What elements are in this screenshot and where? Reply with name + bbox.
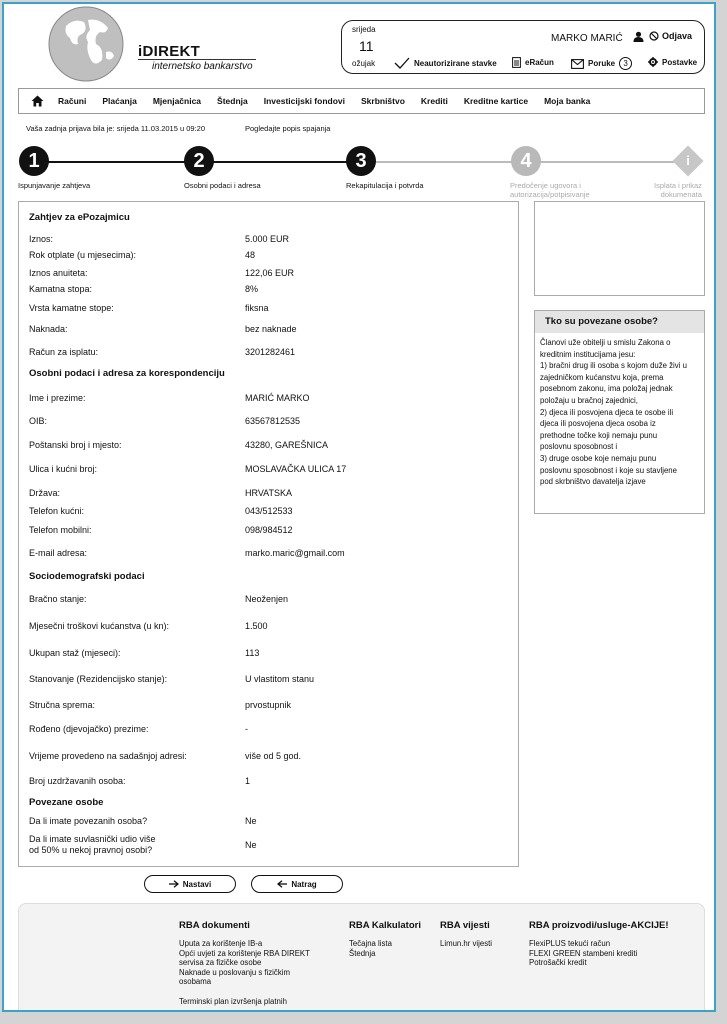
field-label: Naknada: <box>29 324 68 334</box>
step-info-label-line1: Isplata i prikaz <box>654 181 702 190</box>
footer-column-title: RBA vijesti <box>440 920 490 931</box>
field-value: Ne <box>245 840 257 850</box>
related-persons-info <box>534 310 705 514</box>
application-summary <box>18 201 519 867</box>
step-info-label <box>654 181 702 199</box>
field-value: - <box>245 724 248 734</box>
logout-button[interactable] <box>649 31 692 41</box>
field-label: Broj uzdržavanih osoba: <box>29 776 126 786</box>
footer-link[interactable]: FLEXI GREEN stambeni krediti <box>529 948 638 958</box>
info-line: Članovi uže obitelji u smislu Zakona o <box>540 338 671 347</box>
footer-column-title: RBA Kalkulatori <box>349 920 421 931</box>
arrow-right-icon <box>169 880 179 888</box>
info-line: prethodne točke koji nemaju punu <box>540 430 658 440</box>
nav-item-investicijski-fondovi[interactable]: Investicijski fondovi <box>263 96 345 106</box>
footer-link[interactable]: Terminski plan izvršenja platnih <box>179 996 287 1006</box>
field-value: 098/984512 <box>245 525 293 535</box>
footer-column-title: RBA dokumenti <box>179 920 250 931</box>
step-1-label: Ispunjavanje zahtjeva <box>18 181 91 190</box>
field-label-line2: od 50% u nekoj pravnoj osobi? <box>29 845 153 855</box>
nav-item-mjenjacnica[interactable]: Mjenjačnica <box>152 96 202 106</box>
date-day: 11 <box>359 38 374 54</box>
step-info-label-line2: dokumenata <box>660 190 702 199</box>
info-line: 2) djeca ili posvojena djeca te osobe ili <box>540 407 674 417</box>
field-label: Ulica i kućni broj: <box>29 464 98 474</box>
logout-label: Odjava <box>662 31 693 41</box>
step-4-label-line2: autorizacija/potpisivanje <box>510 190 590 199</box>
field-label: Telefon mobilni: <box>29 525 92 535</box>
step-2-circle: 2 <box>184 146 214 176</box>
footer-link[interactable]: Potrošački kredit <box>529 958 587 968</box>
progress-steps <box>4 142 714 202</box>
info-line: kreditnim institucijama jesu: <box>540 349 636 359</box>
main-navigation <box>18 88 705 114</box>
footer-link[interactable]: Naknade u poslovanju s fizičkim <box>179 967 290 977</box>
footer-link[interactable]: Štednja <box>349 948 376 958</box>
footer-link[interactable]: osobama <box>179 977 212 987</box>
messages-link[interactable] <box>571 57 632 70</box>
field-value: marko.maric@gmail.com <box>245 548 345 558</box>
field-value: 63567812535 <box>245 416 301 426</box>
step-4-circle: 4 <box>511 146 541 176</box>
step-4-label <box>510 181 590 199</box>
date-month: ožujak <box>352 59 376 68</box>
nav-item-krediti[interactable]: Krediti <box>420 96 448 106</box>
field-value: 43280, GAREŠNICA <box>245 440 329 450</box>
nav-item-placanja[interactable]: Plaćanja <box>102 96 137 106</box>
footer-link[interactable]: FlexiPLUS tekući račun <box>529 939 611 948</box>
app-window <box>2 2 716 1012</box>
footer <box>18 903 705 1012</box>
checkmark-icon <box>394 57 410 69</box>
field-value: MOSLAVAČKA ULICA 17 <box>245 464 347 474</box>
brand-subtitle: internetsko bankarstvo <box>152 61 253 72</box>
settings-link[interactable] <box>648 57 697 67</box>
field-label: Da li imate povezanih osoba? <box>29 816 148 826</box>
field-label: Račun za isplatu: <box>29 347 99 357</box>
field-label: OIB: <box>29 416 48 426</box>
user-panel <box>341 20 705 74</box>
field-value: Neoženjen <box>245 594 289 604</box>
step-connector <box>526 161 688 163</box>
user-icon <box>633 31 644 42</box>
sidebar-empty-box <box>534 201 705 296</box>
field-value: 3201282461 <box>245 347 296 357</box>
info-line: pod skrbništvo davatelja izjave <box>540 477 646 487</box>
field-value: 1.500 <box>245 621 268 631</box>
field-label: Vrijeme provedeno na sadašnjoj adresi: <box>29 751 187 761</box>
field-label: Vrsta kamatne stope: <box>29 303 114 313</box>
field-value: više od 5 god. <box>245 751 302 761</box>
field-label: Stručna sprema: <box>29 700 96 710</box>
field-value: 1 <box>245 776 251 786</box>
info-text <box>535 333 704 488</box>
field-value: fiksna <box>245 303 269 313</box>
footer-column-products <box>529 920 669 968</box>
back-button-label: Natrag <box>291 879 317 889</box>
header <box>4 4 714 84</box>
step-3-circle: 3 <box>346 146 376 176</box>
eracun-label: eRačun <box>525 58 554 67</box>
info-line: poslovnu sposobnost i <box>540 442 618 452</box>
unauthorized-label: Neautorizirane stavke <box>414 58 497 68</box>
field-label: Mjesečni troškovi kućanstva (u kn): <box>29 621 170 631</box>
field-value: HRVATSKA <box>245 488 293 498</box>
home-icon[interactable] <box>31 95 44 107</box>
step-info-icon <box>672 145 703 176</box>
nav-item-skrbnistvo[interactable]: Skrbništvo <box>360 96 405 106</box>
messages-label: Poruke <box>588 59 616 68</box>
footer-link[interactable]: servisa za fizičke osobe <box>179 958 262 968</box>
next-button-label: Nastavi <box>182 879 212 889</box>
last-login-text: Vaša zadnja prijava bila je: srijeda 11.03.2015 u 09:20 <box>26 124 206 133</box>
field-value: 043/512533 <box>245 506 293 516</box>
field-value: 48 <box>245 250 256 260</box>
field-label: Rok otplate (u mjesecima): <box>29 250 137 260</box>
back-button[interactable] <box>251 875 343 893</box>
footer-column-news <box>440 920 492 949</box>
field-label: Iznos anuiteta: <box>29 268 88 278</box>
section-title-loan: Zahtjev za ePozajmicu <box>29 212 130 223</box>
step-2-label: Osobni podaci i adresa <box>184 181 261 190</box>
envelope-icon <box>571 59 584 69</box>
footer-link[interactable]: Tečajna lista <box>349 939 392 948</box>
field-label: Telefon kućni: <box>29 506 85 516</box>
next-button[interactable] <box>144 875 236 893</box>
field-value: bez naknade <box>245 324 297 334</box>
step-connector <box>196 161 360 163</box>
footer-link[interactable]: Uputa za korištenje IB-a <box>179 939 263 948</box>
arrow-left-icon <box>277 880 287 888</box>
document-icon <box>512 57 521 68</box>
field-label: Stanovanje (Rezidencijsko stanje): <box>29 674 168 684</box>
field-label: Kamatna stopa: <box>29 284 93 294</box>
nav-item-stednja[interactable]: Štednja <box>217 96 248 106</box>
step-3-label: Rekapitulacija i potvrda <box>346 181 424 190</box>
settings-label: Postavke <box>662 57 698 67</box>
logout-icon <box>649 31 659 41</box>
field-label-line1: Da li imate suvlasnički udio više <box>29 834 156 844</box>
info-line: djeca ili posvojena djeca osoba iz <box>540 419 656 429</box>
field-label: E-mail adresa: <box>29 548 88 558</box>
info-line: zajedničkom kućanstvu koja, prema <box>540 372 664 382</box>
section-title-related: Povezane osobe <box>29 797 104 808</box>
field-label: Iznos: <box>29 234 54 244</box>
step-1-circle: 1 <box>19 146 49 176</box>
nav-item-kreditne-kartice[interactable]: Kreditne kartice <box>463 96 529 106</box>
step-4-label-line1: Predočenje ugovora i <box>510 181 581 190</box>
field-label: Poštanski broj i mjesto: <box>29 440 122 450</box>
footer-link[interactable]: Limun.hr vijesti <box>440 939 492 948</box>
field-value: prvostupnik <box>245 700 292 710</box>
field-label: Rođeno (djevojačko) prezime: <box>29 724 149 734</box>
info-line: položaju u bračnoj zajednici, <box>540 395 638 405</box>
section-title-socio: Sociodemografski podaci <box>29 571 145 582</box>
nav-item-racuni[interactable]: Računi <box>58 96 87 106</box>
section-title-personal: Osobni podaci i adresa za korespondenciju <box>29 368 225 379</box>
step-info-glyph: i <box>686 153 690 168</box>
field-label: Država: <box>29 488 61 498</box>
info-line: 1) bračni drug ili osoba s kojom duže živi u <box>540 361 687 371</box>
unauthorized-items-link[interactable] <box>394 57 497 69</box>
date-day-name: srijeda <box>352 25 376 34</box>
field-value: 5.000 EUR <box>245 234 290 244</box>
eracun-link[interactable] <box>512 57 554 68</box>
gear-icon <box>648 57 658 67</box>
field-label: Ukupan staž (mjeseci): <box>29 648 121 658</box>
field-value: MARIĆ MARKO <box>245 393 310 403</box>
footer-column-title: RBA proizvodi/usluge-AKCIJE! <box>529 920 669 931</box>
field-value: 113 <box>245 648 260 658</box>
field-value: 8% <box>245 284 259 294</box>
footer-link[interactable]: Opći uvjeti za korištenje RBA DIREKT <box>179 948 310 958</box>
step-connector <box>34 161 196 163</box>
footer-column-calculators <box>349 920 421 958</box>
step-connector <box>360 161 526 163</box>
field-value: U vlastitom stanu <box>245 674 315 684</box>
field-label: Ime i prezime: <box>29 393 86 403</box>
user-name: MARKO MARIĆ <box>551 33 623 44</box>
info-line: poslovnu sposobnost i koje su stavljene <box>540 465 677 475</box>
footer-column-documents <box>179 920 310 1006</box>
globe-logo <box>48 6 124 82</box>
field-value: Ne <box>245 816 257 826</box>
footer-spacer <box>179 987 310 997</box>
field-label <box>29 834 156 856</box>
brand-divider <box>138 59 256 60</box>
nav-item-moja-banka[interactable]: Moja banka <box>544 96 591 106</box>
connections-list-link[interactable]: Pogledajte popis spajanja <box>245 124 331 133</box>
messages-count-badge: 3 <box>619 57 632 70</box>
field-value: 122,06 EUR <box>245 268 295 278</box>
field-label: Bračno stanje: <box>29 594 87 604</box>
info-line: 3) druge osobe koje nemaju punu <box>540 453 657 463</box>
info-line: posebnom zakonu, ima položaj jednak <box>540 384 673 394</box>
brand-title: iDIREKT <box>138 43 201 60</box>
info-title: Tko su povezane osobe? <box>535 311 704 333</box>
